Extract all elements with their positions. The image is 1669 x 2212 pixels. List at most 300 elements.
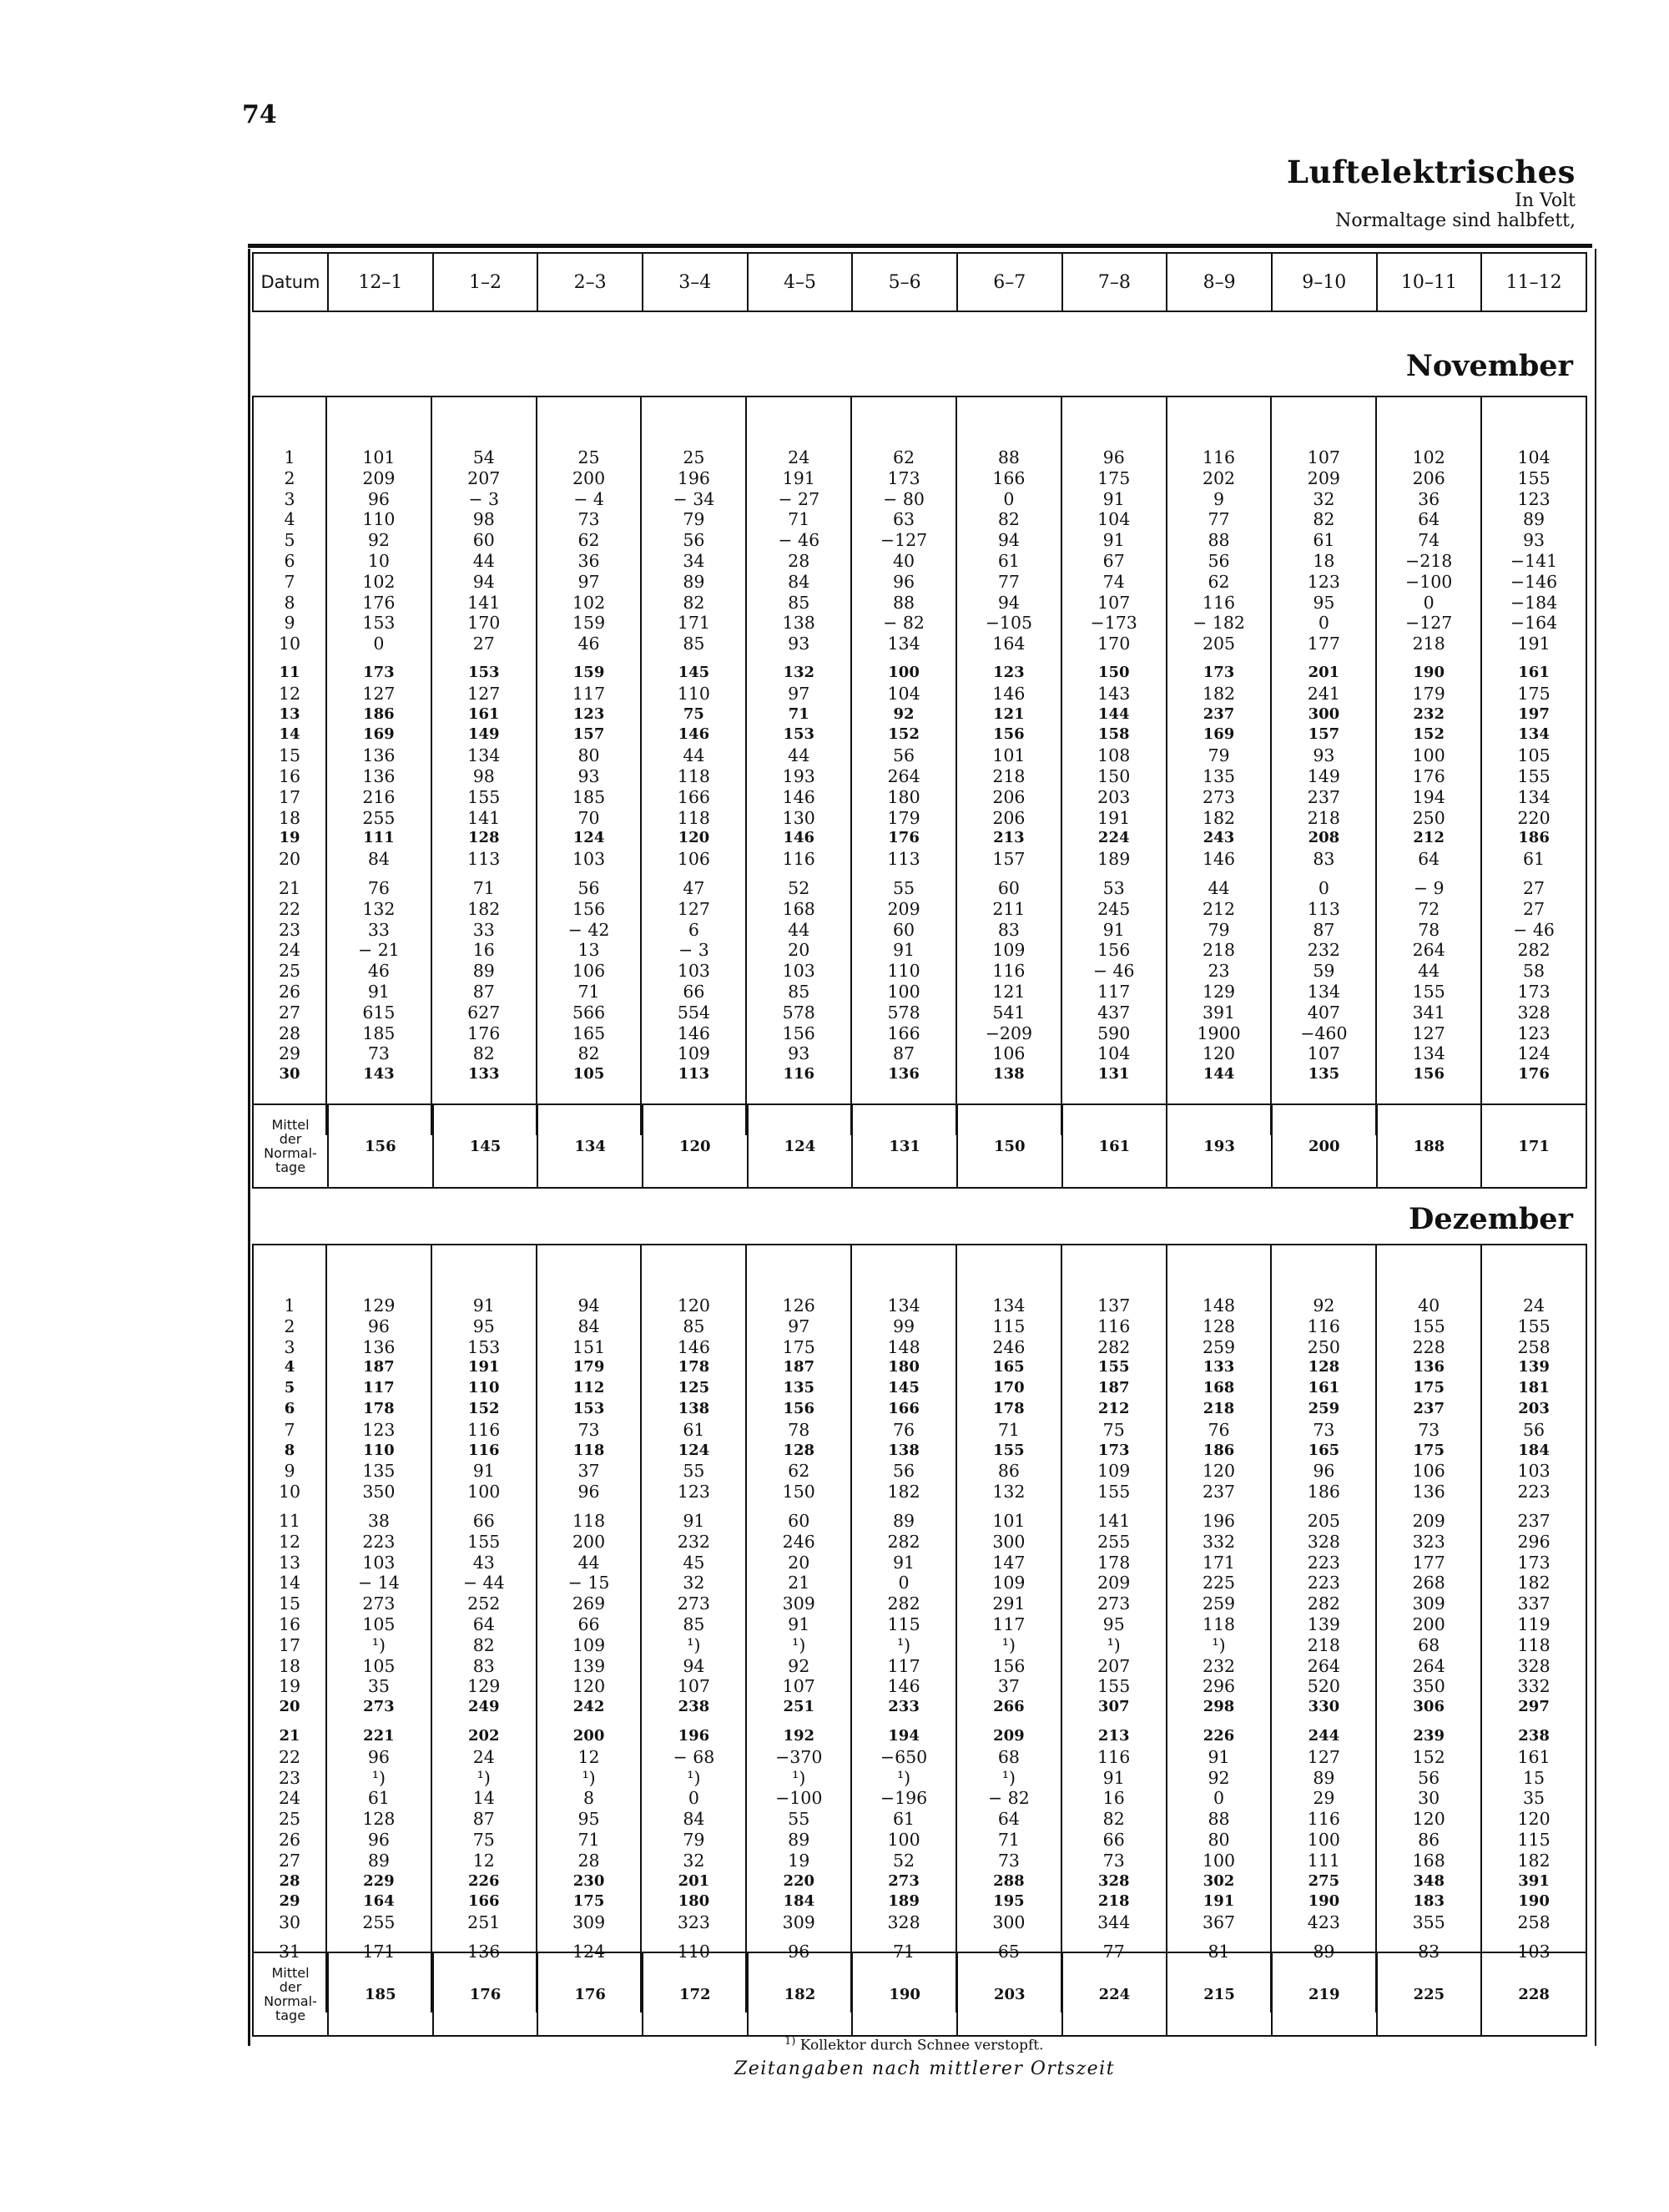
value-cell: 32 (1271, 489, 1376, 510)
spacer-cell (746, 1245, 851, 1295)
day-number: 12 (253, 684, 326, 705)
spacer-cell (851, 870, 956, 878)
value-cell: 93 (537, 766, 642, 787)
value-cell: −460 (1271, 1023, 1376, 1044)
mean-value: 200 (1272, 1104, 1377, 1188)
value-cell: 176 (1376, 766, 1481, 787)
day-row (253, 1399, 1586, 1420)
value-cell: 175 (1061, 468, 1167, 489)
value-cell: 153 (746, 725, 851, 745)
value-cell: 24 (746, 447, 851, 468)
value-cell: −650 (851, 1747, 956, 1768)
day-number: 1 (253, 447, 326, 468)
mean-value: 203 (957, 1952, 1062, 2036)
day-row (253, 1002, 1586, 1023)
value-cell: 169 (326, 725, 431, 745)
day-number: 3 (253, 1337, 326, 1358)
value-cell: 132 (326, 899, 431, 920)
value-cell: 120 (641, 828, 746, 849)
value-cell: 138 (641, 1399, 746, 1420)
value-cell: 201 (641, 1871, 746, 1892)
value-cell: 153 (431, 1337, 537, 1358)
value-cell: 106 (1376, 1461, 1481, 1482)
value-cell: 0 (1271, 878, 1376, 899)
value-cell: 168 (746, 899, 851, 920)
mean-label-line: Mittel (271, 1117, 310, 1133)
page-number: 74 (242, 100, 277, 129)
value-cell: 82 (431, 1043, 537, 1064)
value-cell: − 82 (851, 613, 956, 634)
day-row (253, 1788, 1586, 1809)
value-cell: − 42 (537, 920, 642, 941)
value-cell: −127 (851, 530, 956, 551)
value-cell: 190 (1481, 1891, 1586, 1912)
spacer-cell (1481, 1245, 1586, 1295)
group-gap (253, 870, 1586, 878)
value-cell: 127 (326, 684, 431, 705)
value-cell: 165 (537, 1023, 642, 1044)
value-cell: 120 (1167, 1461, 1272, 1482)
value-cell: 218 (1061, 1891, 1167, 1912)
spacer-cell (1061, 870, 1167, 878)
value-cell: − 15 (537, 1573, 642, 1593)
day-number: 13 (253, 705, 326, 725)
value-cell: 97 (746, 1316, 851, 1337)
value-cell: 282 (851, 1593, 956, 1614)
value-cell: 230 (537, 1871, 642, 1892)
value-cell: 223 (1481, 1482, 1586, 1502)
mean-label-line: der (279, 1979, 302, 1995)
day-row (253, 1851, 1586, 1871)
value-cell: 79 (641, 509, 746, 530)
value-cell: 273 (851, 1871, 956, 1892)
value-cell: 110 (641, 1942, 746, 1962)
value-cell: 136 (326, 745, 431, 766)
value-cell: 111 (1271, 1851, 1376, 1871)
value-cell: 134 (431, 745, 537, 766)
mean-value: 156 (328, 1104, 433, 1188)
value-cell: 202 (431, 1726, 537, 1747)
spacer-cell (1481, 654, 1586, 663)
value-cell: 68 (1376, 1635, 1481, 1656)
value-cell: 207 (431, 468, 537, 489)
day-number: 17 (253, 787, 326, 808)
value-cell: 104 (851, 684, 956, 705)
value-cell: 82 (431, 1635, 537, 1656)
value-cell: 355 (1376, 1912, 1481, 1933)
group-gap (253, 1718, 1586, 1726)
value-cell: 44 (537, 1553, 642, 1573)
spacer-cell (1271, 1502, 1376, 1511)
day-row (253, 1635, 1586, 1656)
value-cell: 67 (1061, 551, 1167, 572)
day-number: 8 (253, 1441, 326, 1462)
value-cell: 132 (746, 663, 851, 684)
value-cell: 33 (326, 920, 431, 941)
value-cell: 220 (746, 1871, 851, 1892)
spacer-cell (1061, 654, 1167, 663)
value-cell: 83 (1271, 849, 1376, 870)
value-cell: 332 (1167, 1532, 1272, 1553)
value-cell: 173 (1061, 1441, 1167, 1462)
day-row (253, 1482, 1586, 1502)
value-cell: 87 (851, 1043, 956, 1064)
spacer-cell (253, 1933, 326, 1942)
value-cell: − 68 (641, 1747, 746, 1768)
value-cell: 98 (431, 509, 537, 530)
spacer-cell (956, 1245, 1061, 1295)
value-cell: 113 (1271, 899, 1376, 920)
day-row (253, 447, 1586, 468)
value-cell: 123 (1271, 572, 1376, 593)
day-row (253, 509, 1586, 530)
value-cell: 250 (1376, 808, 1481, 829)
value-cell: 94 (431, 572, 537, 593)
value-cell: 309 (746, 1912, 851, 1933)
value-cell: 259 (1271, 1399, 1376, 1420)
value-cell: 46 (537, 634, 642, 654)
value-cell: 273 (641, 1593, 746, 1614)
value-cell: 520 (1271, 1676, 1376, 1697)
value-cell: 0 (1271, 613, 1376, 634)
value-cell: 27 (1481, 899, 1586, 920)
month-title-dezember: Dezember (1409, 1202, 1573, 1236)
value-cell: 246 (746, 1532, 851, 1553)
day-row (253, 940, 1586, 961)
value-cell: 71 (956, 1420, 1061, 1441)
value-cell: 209 (1061, 1573, 1167, 1593)
value-cell: 117 (851, 1656, 956, 1677)
value-cell: 96 (746, 1942, 851, 1962)
value-cell: 89 (326, 1851, 431, 1871)
value-cell: 105 (1481, 745, 1586, 766)
value-cell: 136 (1376, 1357, 1481, 1378)
value-cell: 89 (746, 1830, 851, 1851)
value-cell: 264 (1376, 940, 1481, 961)
spacer-cell (851, 1718, 956, 1726)
spacer-cell (956, 1718, 1061, 1726)
value-cell: 139 (1481, 1357, 1586, 1378)
value-cell: 251 (431, 1912, 537, 1933)
value-cell: 62 (1167, 572, 1272, 593)
hour-header: 2–3 (537, 253, 643, 311)
spacer-cell (746, 1502, 851, 1511)
value-cell: 156 (746, 1023, 851, 1044)
value-cell: 186 (1271, 1482, 1376, 1502)
value-cell: 341 (1376, 1002, 1481, 1023)
value-cell: 120 (641, 1295, 746, 1316)
day-row (253, 745, 1586, 766)
value-cell: 245 (1061, 899, 1167, 920)
day-number: 22 (253, 1747, 326, 1768)
value-cell: 27 (1481, 878, 1586, 899)
value-cell: 156 (1061, 940, 1167, 961)
hour-header: 3–4 (643, 253, 748, 311)
value-cell: ¹) (641, 1635, 746, 1656)
day-number: 4 (253, 509, 326, 530)
december-data-table (252, 1245, 1587, 2013)
value-cell: 73 (1271, 1420, 1376, 1441)
value-cell: −184 (1481, 593, 1586, 614)
day-number: 27 (253, 1851, 326, 1871)
value-cell: 149 (1271, 766, 1376, 787)
spacer-cell (253, 1718, 326, 1726)
value-cell: 146 (851, 1676, 956, 1697)
value-cell: 268 (1376, 1573, 1481, 1593)
value-cell: 255 (326, 1912, 431, 1933)
value-cell: 166 (851, 1023, 956, 1044)
spacer-cell (851, 397, 956, 447)
value-cell: 30 (1376, 1788, 1481, 1809)
value-cell: 182 (431, 899, 537, 920)
value-cell: 173 (1481, 1553, 1586, 1573)
value-cell: 226 (1167, 1726, 1272, 1747)
value-cell: 96 (326, 1316, 431, 1337)
day-row (253, 530, 1586, 551)
value-cell: 150 (1061, 766, 1167, 787)
value-cell: 151 (537, 1337, 642, 1358)
value-cell: 161 (431, 705, 537, 725)
mean-value: 190 (852, 1952, 957, 2036)
value-cell: 153 (431, 663, 537, 684)
value-cell: − 34 (641, 489, 746, 510)
value-cell: 113 (641, 1064, 746, 1085)
spacer-cell (641, 1502, 746, 1511)
day-row (253, 787, 1586, 808)
value-cell: 273 (326, 1697, 431, 1718)
day-number: 15 (253, 745, 326, 766)
value-cell: 173 (326, 663, 431, 684)
value-cell: 173 (851, 468, 956, 489)
day-number: 13 (253, 1553, 326, 1573)
value-cell: 127 (431, 684, 537, 705)
value-cell: 73 (1376, 1420, 1481, 1441)
value-cell: 184 (1481, 1441, 1586, 1462)
value-cell: 123 (641, 1482, 746, 1502)
value-cell: 37 (537, 1461, 642, 1482)
value-cell: 232 (1376, 705, 1481, 725)
value-cell: 166 (851, 1399, 956, 1420)
value-cell: 255 (1061, 1532, 1167, 1553)
value-cell: 209 (1376, 1511, 1481, 1532)
mean-row (253, 1952, 1586, 2036)
value-cell: 175 (537, 1891, 642, 1912)
mean-value: 228 (1481, 1952, 1586, 2036)
value-cell: 200 (537, 1726, 642, 1747)
footnote-mark: 1) (784, 2035, 796, 2048)
value-cell: 133 (431, 1064, 537, 1085)
value-cell: 133 (1167, 1357, 1272, 1378)
value-cell: 38 (326, 1511, 431, 1532)
value-cell: 175 (1376, 1441, 1481, 1462)
value-cell: 391 (1481, 1871, 1586, 1892)
value-cell: 0 (1167, 1788, 1272, 1809)
value-cell: −141 (1481, 551, 1586, 572)
value-cell: 146 (746, 787, 851, 808)
mean-value: 188 (1377, 1104, 1482, 1188)
value-cell: 152 (1376, 725, 1481, 745)
value-cell: 180 (851, 787, 956, 808)
value-cell: 16 (431, 940, 537, 961)
value-cell: 64 (431, 1614, 537, 1635)
value-cell: ¹) (746, 1768, 851, 1789)
day-row (253, 1043, 1586, 1064)
value-cell: 103 (1481, 1461, 1586, 1482)
value-cell: 44 (746, 745, 851, 766)
value-cell: 102 (326, 572, 431, 593)
day-row (253, 849, 1586, 870)
value-cell: 103 (746, 961, 851, 982)
value-cell: 55 (851, 878, 956, 899)
value-cell: 116 (746, 1064, 851, 1085)
value-cell: 55 (746, 1809, 851, 1830)
value-cell: 153 (537, 1399, 642, 1420)
value-cell: 91 (431, 1461, 537, 1482)
value-cell: 180 (641, 1891, 746, 1912)
value-cell: 99 (851, 1316, 956, 1337)
day-row (253, 613, 1586, 634)
value-cell: 138 (851, 1441, 956, 1462)
spacer-cell (641, 654, 746, 663)
value-cell: 28 (746, 551, 851, 572)
value-cell: 14 (431, 1788, 537, 1809)
value-cell: 62 (537, 530, 642, 551)
value-cell: ¹) (1061, 1635, 1167, 1656)
spacer-cell (1481, 397, 1586, 447)
value-cell: 109 (956, 1573, 1061, 1593)
spacer-cell (431, 1933, 537, 1942)
value-cell: 104 (1061, 1043, 1167, 1064)
value-cell: 189 (1061, 849, 1167, 870)
value-cell: 212 (1167, 899, 1272, 920)
value-cell: 157 (1271, 725, 1376, 745)
value-cell: 78 (746, 1420, 851, 1441)
value-cell: 107 (1271, 447, 1376, 468)
value-cell: 88 (956, 447, 1061, 468)
value-cell: 146 (641, 725, 746, 745)
value-cell: 73 (956, 1851, 1061, 1871)
value-cell: 212 (1061, 1399, 1167, 1420)
spacer-cell (1376, 1245, 1481, 1295)
value-cell: 116 (431, 1441, 537, 1462)
day-row (253, 1614, 1586, 1635)
value-cell: 266 (956, 1697, 1061, 1718)
mean-label (253, 1104, 328, 1188)
value-cell: 309 (746, 1593, 851, 1614)
day-row (253, 1378, 1586, 1399)
value-cell: 120 (537, 1676, 642, 1697)
value-cell: 118 (1167, 1614, 1272, 1635)
day-row (253, 808, 1586, 829)
value-cell: 134 (851, 1295, 956, 1316)
value-cell: 79 (1167, 920, 1272, 941)
value-cell: 148 (1167, 1295, 1272, 1316)
value-cell: 87 (431, 1809, 537, 1830)
day-number: 9 (253, 1461, 326, 1482)
value-cell: 83 (1376, 1942, 1481, 1962)
value-cell: 94 (956, 530, 1061, 551)
spacer-cell (326, 1502, 431, 1511)
spacer-cell (1271, 1933, 1376, 1942)
value-cell: ¹) (1167, 1635, 1272, 1656)
value-cell: 66 (537, 1614, 642, 1635)
value-cell: 32 (641, 1851, 746, 1871)
value-cell: 109 (641, 1043, 746, 1064)
value-cell: − 182 (1167, 613, 1272, 634)
value-cell: 74 (1376, 530, 1481, 551)
value-cell: 115 (1481, 1830, 1586, 1851)
value-cell: 12 (537, 1747, 642, 1768)
value-cell: 177 (1271, 634, 1376, 654)
value-cell: 116 (1061, 1747, 1167, 1768)
day-number: 8 (253, 593, 326, 614)
value-cell: 64 (1376, 509, 1481, 530)
value-cell: 218 (1271, 808, 1376, 829)
value-cell: 82 (537, 1043, 642, 1064)
november-data-table (252, 397, 1587, 1135)
value-cell: 124 (537, 1942, 642, 1962)
value-cell: 118 (537, 1511, 642, 1532)
value-cell: 144 (1167, 1064, 1272, 1085)
value-cell: 407 (1271, 1002, 1376, 1023)
day-number: 21 (253, 1726, 326, 1747)
value-cell: 200 (537, 1532, 642, 1553)
spacer-cell (851, 1933, 956, 1942)
value-cell: 64 (1376, 849, 1481, 870)
value-cell: 128 (1167, 1316, 1272, 1337)
day-number: 26 (253, 1830, 326, 1851)
value-cell: 202 (1167, 468, 1272, 489)
value-cell: 147 (956, 1553, 1061, 1573)
value-cell: 249 (431, 1697, 537, 1718)
month-title-november: November (1405, 349, 1573, 383)
value-cell: 116 (1167, 447, 1272, 468)
day-number: 21 (253, 878, 326, 899)
mean-label-line: der (279, 1131, 302, 1147)
spacer-cell (746, 1933, 851, 1942)
day-number: 28 (253, 1871, 326, 1892)
value-cell: 91 (431, 1295, 537, 1316)
value-cell: 75 (1061, 1420, 1167, 1441)
day-row (253, 1532, 1586, 1553)
value-cell: 233 (851, 1697, 956, 1718)
value-cell: 185 (326, 1023, 431, 1044)
value-cell: 178 (326, 1399, 431, 1420)
value-cell: 84 (746, 572, 851, 593)
value-cell: 13 (537, 940, 642, 961)
value-cell: 93 (746, 634, 851, 654)
spacer-cell (1061, 397, 1167, 447)
day-row (253, 705, 1586, 725)
value-cell: 94 (537, 1295, 642, 1316)
december-mean-table (252, 1952, 1587, 2037)
value-cell: 201 (1271, 663, 1376, 684)
day-row (253, 1357, 1586, 1378)
value-cell: 211 (956, 899, 1061, 920)
value-cell: 96 (326, 489, 431, 510)
day-row (253, 572, 1586, 593)
spacer-cell (1271, 654, 1376, 663)
value-cell: 102 (537, 593, 642, 614)
value-cell: 0 (641, 1788, 746, 1809)
value-cell: 61 (851, 1809, 956, 1830)
value-cell: 183 (1376, 1891, 1481, 1912)
subtitle: Normaltage sind halbfett, (1335, 210, 1576, 231)
spacer-cell (956, 870, 1061, 878)
spacer-cell (1376, 870, 1481, 878)
value-cell: 123 (1481, 489, 1586, 510)
day-number: 18 (253, 1656, 326, 1677)
